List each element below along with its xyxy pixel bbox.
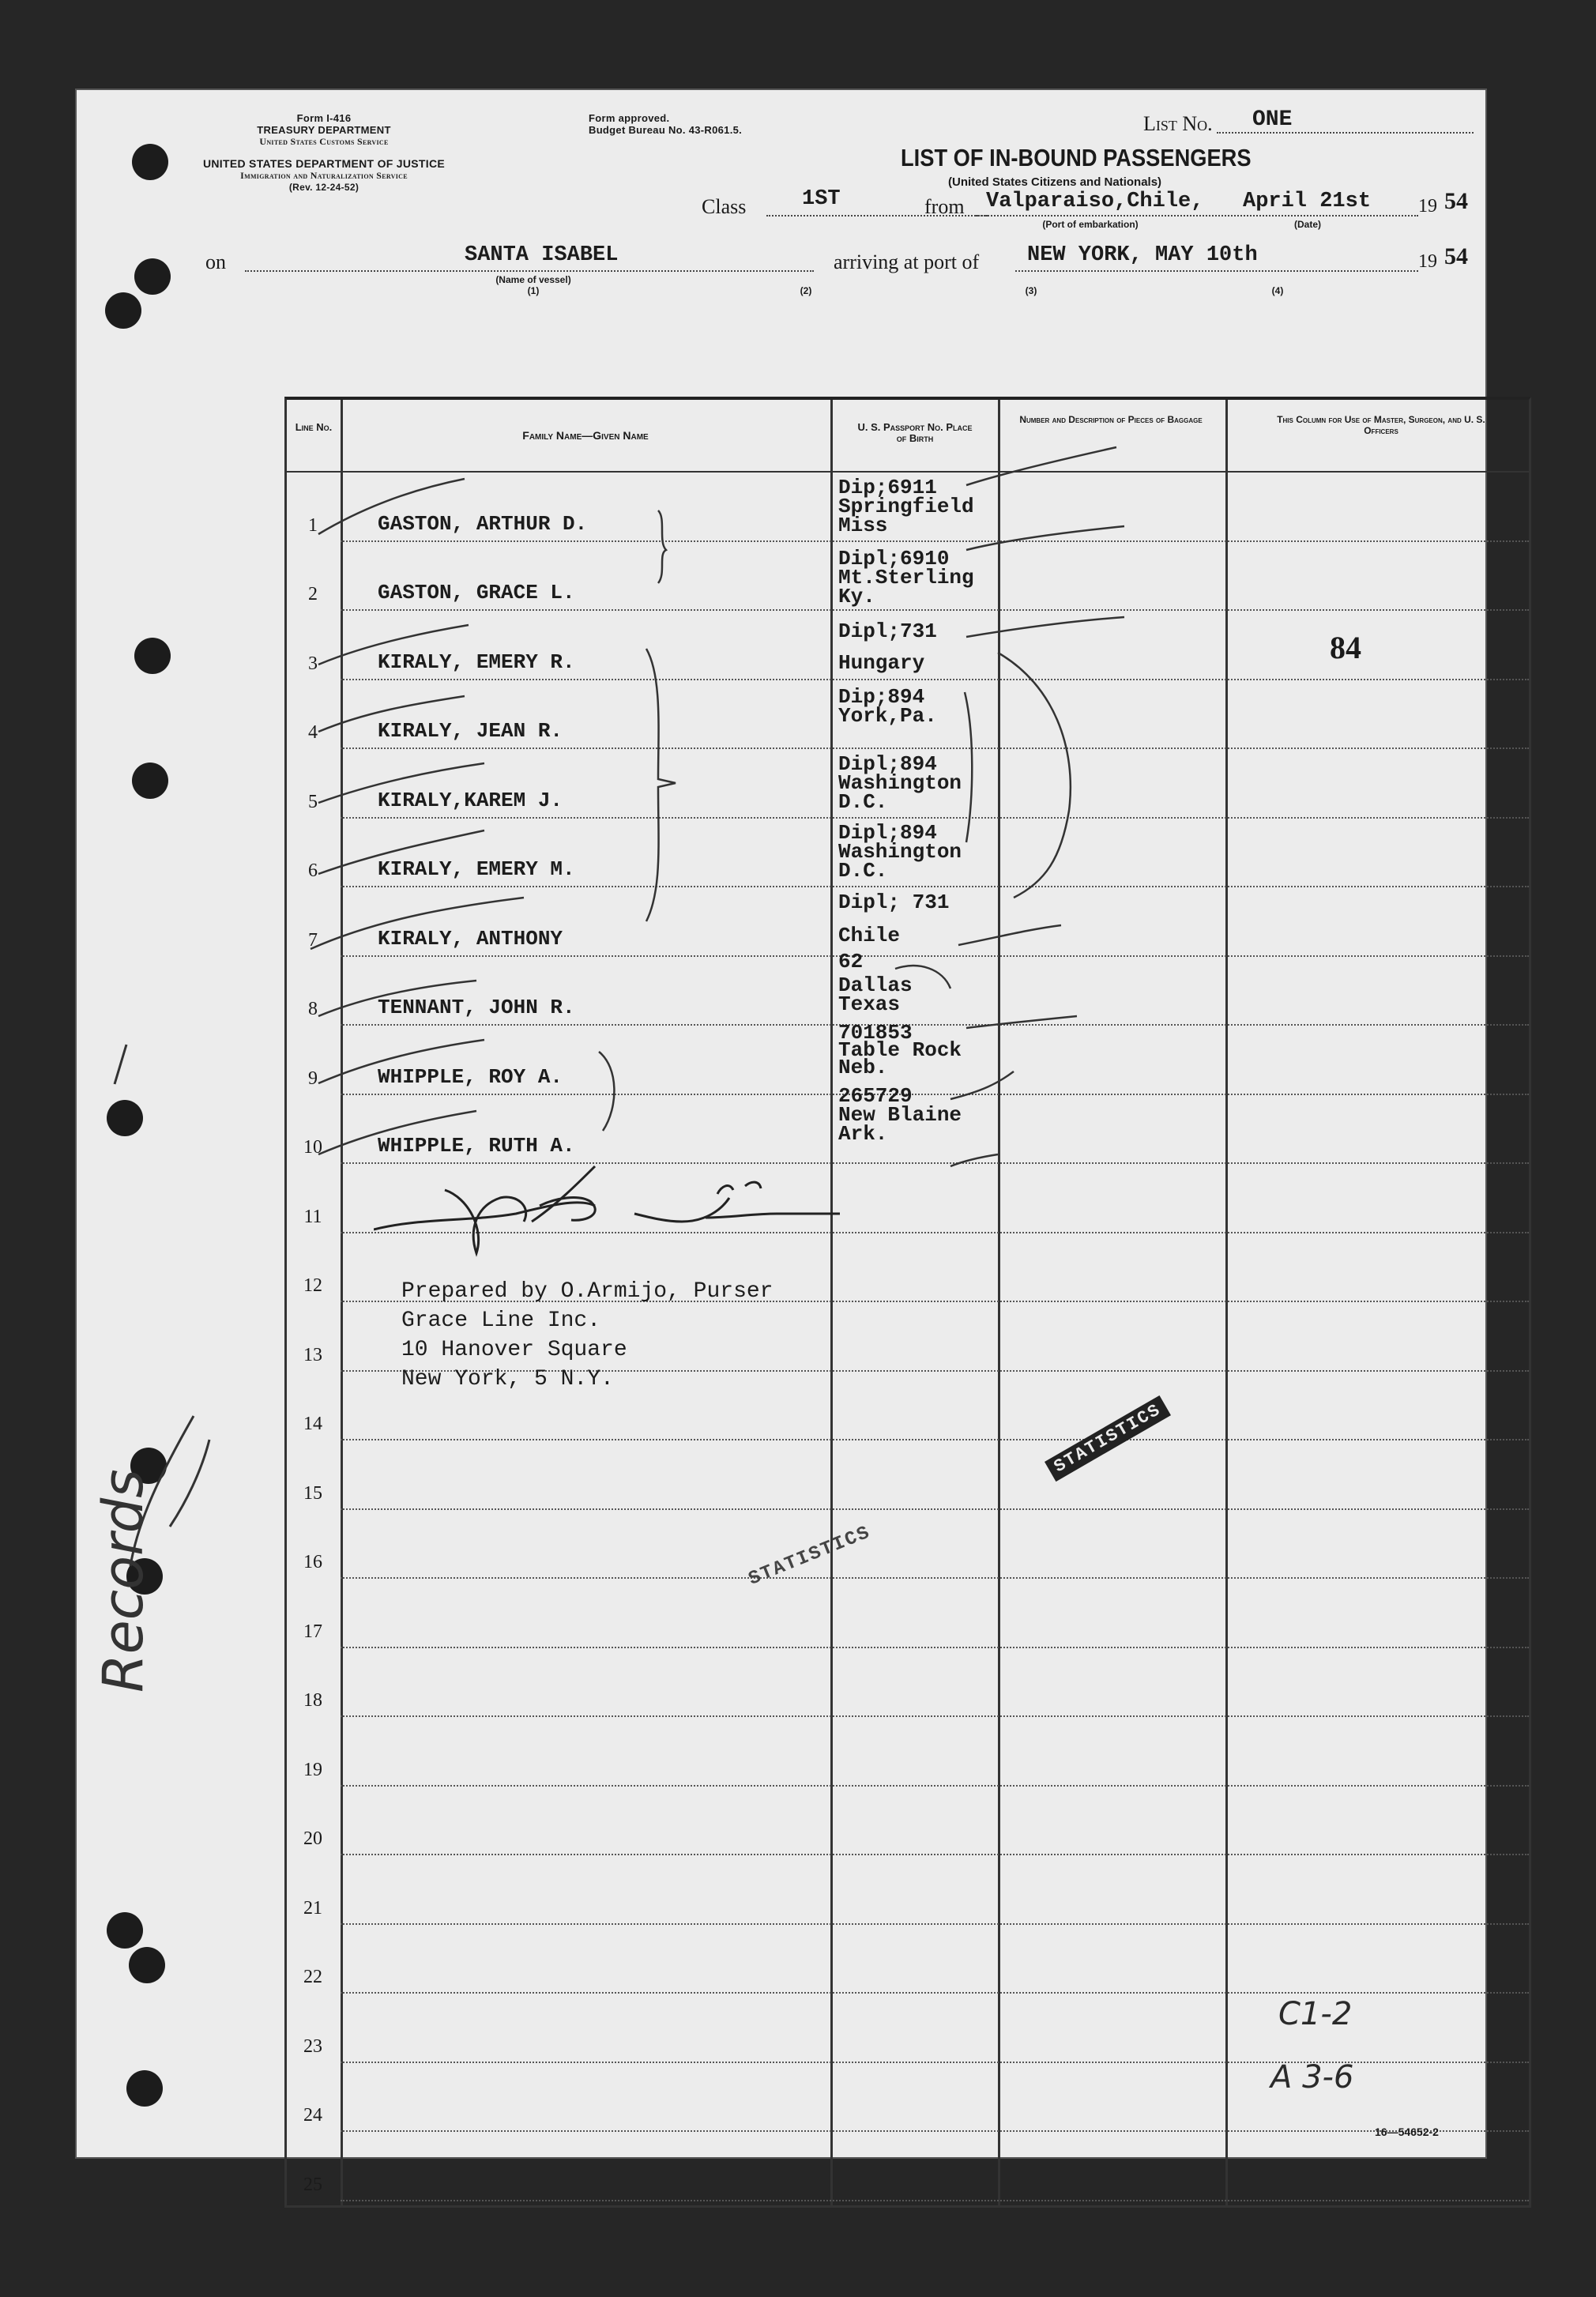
punch-hole [107,1912,143,1949]
punch-hole [107,1100,143,1136]
passport-entry: Ark. [838,1122,888,1146]
passenger-name: KIRALY, JEAN R. [378,719,563,743]
col-divider [341,400,343,2205]
row-rule [341,1992,1529,1994]
passenger-name: KIRALY, EMERY M. [378,857,575,881]
statistics-stamp: STATISTICS [745,1522,875,1591]
treasury-dept: TREASURY DEPARTMENT [257,124,391,136]
line-number: 17 [303,1621,322,1642]
purser-signature [374,1103,848,1261]
class-value: 1ST [802,187,841,211]
passport-entry: Hungary [838,651,925,675]
row-rule [341,1024,1529,1026]
passenger-name: WHIPPLE, ROY A. [378,1064,563,1089]
pencil-note: A 3-6 [1270,2059,1354,2096]
on-label: on [205,250,226,273]
date-caption: (Date) [1293,219,1321,230]
line-number: 12 [303,1275,322,1296]
passenger-name: KIRALY,KAREM J. [378,788,563,812]
row-rule [341,2200,1529,2201]
passport-entry: Dipl;894 [838,821,937,845]
passenger-name: WHIPPLE, RUTH A. [378,1134,575,1158]
justice-block [198,158,450,194]
passport-entry: Dallas [838,973,913,997]
form-number: Form I-416 [296,112,352,124]
col-header-line: Line No. [295,421,333,433]
passport-entry: 701853 [838,1021,913,1045]
line-number: 10 [303,1137,322,1158]
year-arrival: 54 [1444,243,1468,269]
punch-hole [132,763,168,799]
from-line [976,215,1418,217]
passport-entry: D.C. [838,859,888,883]
row-rule [341,747,1529,749]
line-number: 9 [308,1068,318,1089]
row-rule [341,1162,1529,1164]
passenger-name: GASTON, GRACE L. [378,581,575,604]
line-number: 25 [303,2174,322,2195]
row-rule [341,1508,1529,1510]
header-rule [287,471,1529,473]
document-sheet [75,88,1487,2195]
row-rule [341,2130,1529,2132]
line-number: 2 [308,584,318,604]
row-rule [341,1923,1529,1925]
line-number: 24 [303,2105,322,2126]
row-rule [341,1647,1529,1648]
arriving-label: arriving at port of [834,250,980,273]
row-rule [341,1232,1529,1233]
port-caption: (Port of embarkation) [1042,219,1139,230]
col-num-2: (2) [800,285,812,296]
passport-entry: Texas [838,992,901,1016]
passport-entry: Springfield [838,495,974,518]
col-divider [998,400,1000,2205]
year-from: 54 [1444,188,1468,214]
row-rule [341,609,1529,611]
passport-entry: Washington [838,771,962,795]
punch-hole [132,144,168,180]
line-number: 7 [308,929,318,951]
punch-hole [129,1947,165,1983]
row-rule [341,1094,1529,1095]
list-no-value: ONE [1252,107,1293,132]
punch-hole [134,258,171,295]
passport-entry: D.C. [838,790,888,814]
line-number: 15 [303,1482,322,1504]
line-number: 11 [303,1206,322,1227]
line-number: 6 [308,860,318,881]
col-num-3: (3) [1025,285,1037,296]
approval-block [589,112,742,136]
line-number: 13 [303,1344,322,1365]
col-num-4: (4) [1271,285,1284,296]
line-number: 18 [303,1690,322,1711]
row-rule [341,679,1529,680]
line-number: 5 [308,791,318,812]
line-number: 4 [308,722,318,743]
col-divider [1225,400,1228,2205]
line-number: 23 [303,2035,322,2057]
form-approved: Form approved. [589,112,670,124]
preparer-company: Grace Line Inc. [401,1309,601,1333]
row-rule [341,1439,1529,1440]
passport-entry: Dipl;731 [838,619,937,643]
row-rule [341,540,1529,542]
passenger-name: KIRALY, EMERY R. [378,650,575,674]
passport-entry: Miss [838,514,888,537]
arrival-line [1015,270,1418,272]
passport-entry: Dip;894 [838,685,925,709]
class-label: Class [702,195,747,218]
passport-entry: Dip;6911 [838,476,937,499]
vessel-col-num: (1) [527,285,540,296]
punch-hole [126,2070,163,2107]
page-subtitle: (United States Citizens and Nationals) [948,175,1162,189]
passport-entry: Neb. [838,1056,888,1079]
arrival-value: NEW YORK, MAY 10th [1027,243,1258,267]
punch-hole [105,292,141,329]
preparer-address: 10 Hanover Square [401,1338,627,1362]
line-number: 8 [308,999,318,1019]
customs-service: United States Customs Service [259,136,389,147]
passport-entry: 265729 [838,1084,913,1108]
preparer-block [401,1277,773,1394]
line-number: 3 [308,653,318,674]
justice-dept: UNITED STATES DEPARTMENT OF JUSTICE [202,157,446,170]
budget-bureau: Budget Bureau No. 43-R061.5. [589,124,743,136]
passport-entry: Table Rock [838,1038,962,1062]
officer-count: 84 [1330,630,1361,665]
col-divider [830,400,833,2205]
preparer-line: Prepared by O.Armijo, Purser [401,1279,774,1304]
punch-hole [134,638,171,674]
year-prefix-arrival: 19 [1418,251,1437,272]
vessel-name: SANTA ISABEL [465,243,619,267]
from-port: Valparaiso,Chile, [986,190,1204,213]
passport-entry: York,Pa. [838,704,937,728]
line-number: 16 [303,1552,322,1572]
ins-service: Immigration and Naturalization Service [240,170,408,181]
agency-block [205,112,442,148]
passport-entry: Dipl; 731 [838,891,950,914]
list-no-line [1217,132,1474,134]
col-header-officers: This Column for Use of Master, Surgeon, and U. S. Officers [1277,414,1485,436]
line-number: 14 [303,1414,322,1434]
line-number: 20 [303,1828,322,1849]
row-rule [341,1785,1529,1787]
row-rule [341,1577,1529,1579]
vessel-caption: (Name of vessel) [495,274,571,285]
passport-entry: Washington [838,840,962,864]
page-title: LIST OF IN-BOUND PASSENGERS [901,144,1252,171]
passport-entry: Dipl;894 [838,752,937,776]
line-number: 19 [303,1759,322,1780]
passport-entry: Dipl;6910 [838,547,950,570]
statistics-stamp: STATISTICS [1045,1395,1171,1482]
passport-entry: Ky. [838,585,875,608]
row-rule [341,1715,1529,1717]
line-number: 1 [308,514,318,536]
col-header-passport: U. S. Passport No. Place of Birth [857,421,973,444]
row-rule [341,955,1529,957]
row-rule [341,886,1529,887]
passport-entry: New Blaine [838,1103,962,1127]
from-date: April 21st [1243,190,1372,213]
passport-entry: 62 [838,950,864,973]
footer-code: 16—54652-2 [1375,2126,1439,2138]
vessel-line [245,270,814,272]
passport-entry: Chile [838,924,901,947]
passenger-name: GASTON, ARTHUR D. [378,511,588,536]
revision: (Rev. 12-24-52) [288,182,359,193]
col-header-name: Family Name—Given Name [522,429,649,442]
passenger-name: KIRALY, ANTHONY [378,926,563,951]
pencil-note: C1-2 [1278,1996,1353,2032]
line-number: 21 [303,1897,322,1919]
line-number: 22 [303,1967,322,1987]
col-header-baggage: Number and Description of Pieces of Baggage [1019,414,1203,425]
year-prefix-from: 19 [1418,196,1437,217]
row-rule [341,817,1529,819]
preparer-city: New York, 5 N.Y. [401,1367,614,1391]
passenger-name: TENNANT, JOHN R. [378,996,575,1019]
passenger-table [284,397,1531,2208]
row-rule [341,1854,1529,1855]
margin-note: Records [91,1469,156,1693]
list-no-label: List No. [1143,112,1213,135]
passport-entry: Mt.Sterling [838,566,974,589]
from-label: from [924,195,965,218]
